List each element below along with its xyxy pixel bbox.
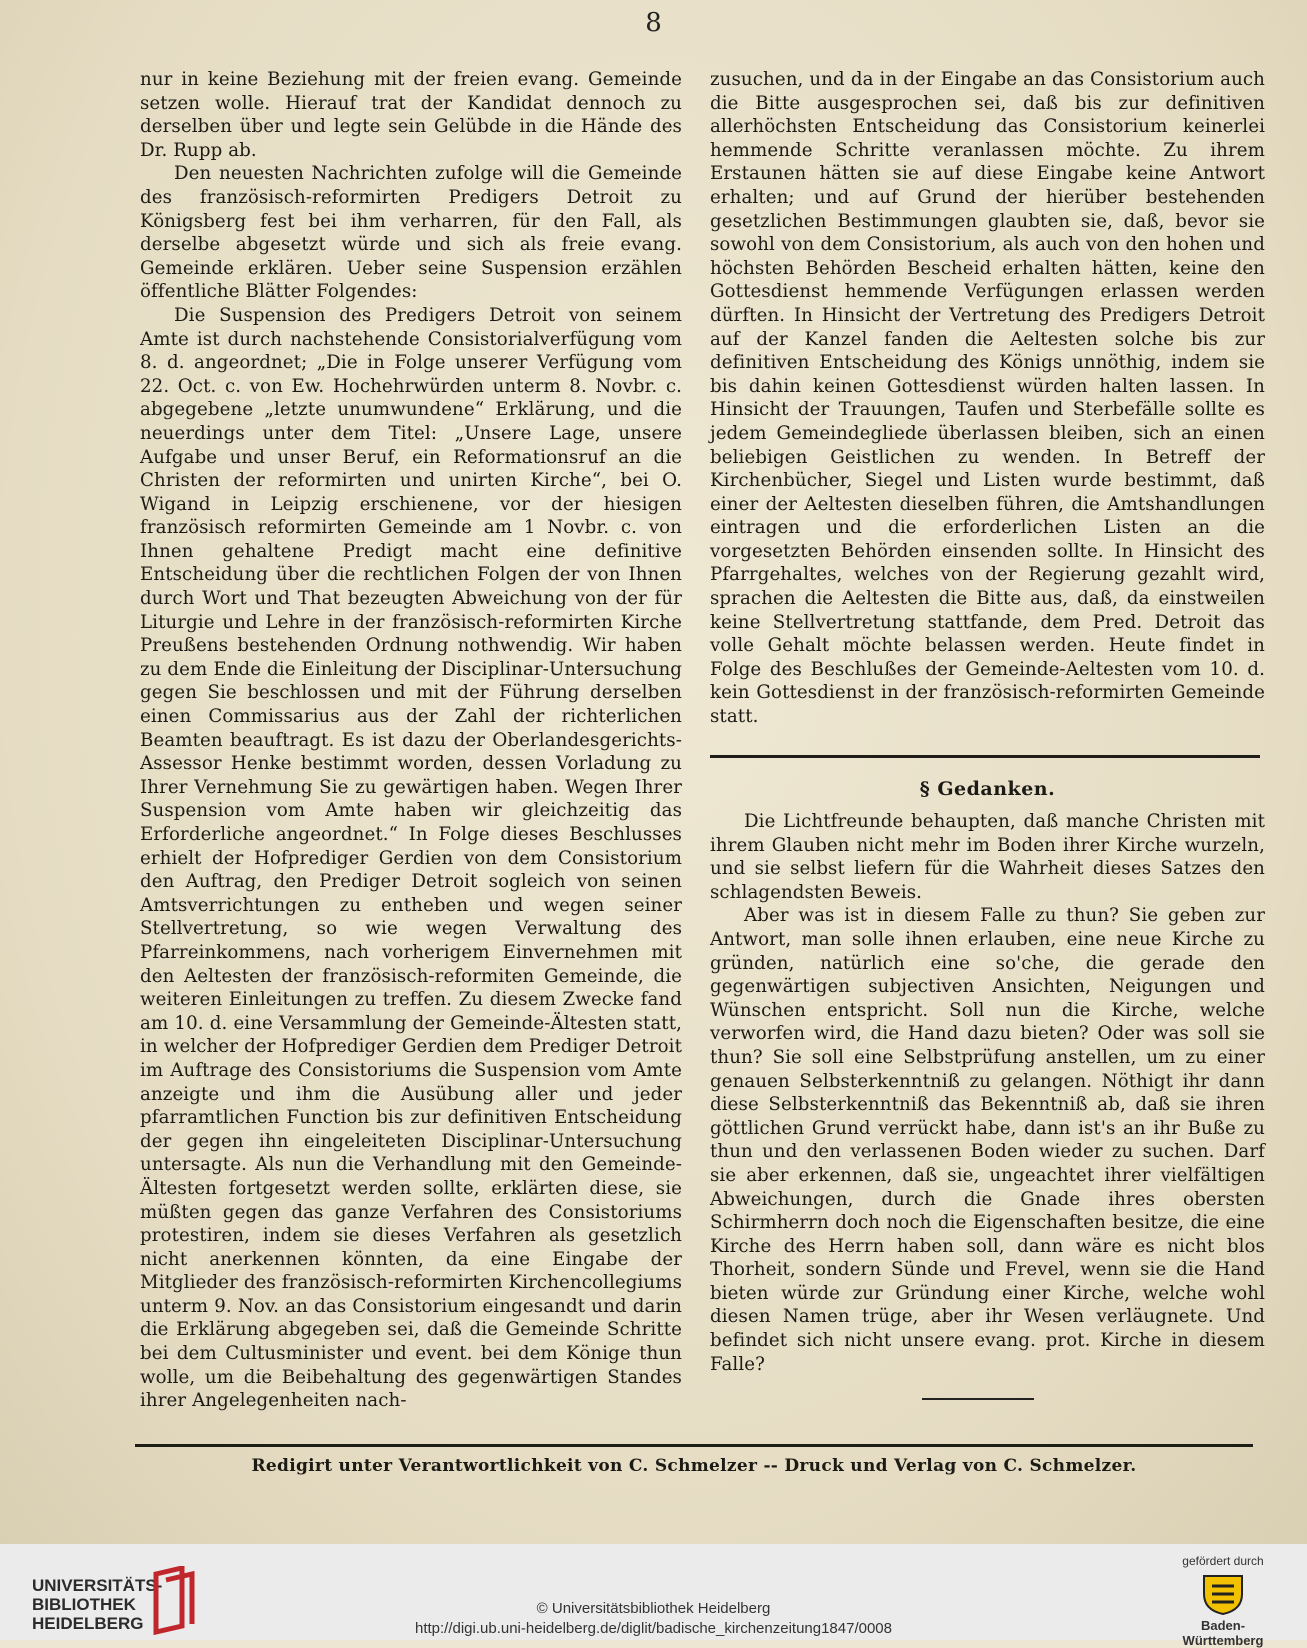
- sponsor-label: gefördert durch: [1182, 1554, 1264, 1568]
- section-paragraph-2: Aber was ist in diesem Falle zu thun? Sie geben zur Antwort, man solle ihnen erlauben, eine neue Kirche zu gründen, natürlich eine so'che, die gerade den gegenwärtigen subjectiven Ansichten, Neigungen und Wünschen entspricht. Soll nun die Kirche, welche verworfen wird, die Hand dazu bieten? Oder was soll sie thun? Sie soll eine Selbstprüfung anstellen, um zu einer genauen Selbsterkenntniß zu gelangen. Nöthigt ihr dann diese Selbsterkenntniß das Bekenntniß ab, daß sie ihren göttlichen Grund verrückt habe, dann ist's an ihr Buße zu thun und den verlassenen Boden wieder zu suchen. Darf sie aber erkennen, daß sie, ungeachtet ihrer vielfältigen Abweichungen, durch die Gnade ihres obersten Schirmherrn doch noch die Eigenschaften besitze, die eine Kirche des Herrn haben soll, dann wäre es nicht blos Thorheit, sondern Sünde und Frevel, wenn sie die Hand bieten würde zur Gründung einer Kirche, welche wohl diesen Namen trüge, aber ihr Wesen verläugnete. Und befindet sich nicht unsere evang. prot. Kirche in diesem Falle?: [710, 905, 1265, 1375]
- state-coat-of-arms-icon: [1198, 1572, 1248, 1616]
- section-heading: § Gedanken.: [919, 778, 1056, 800]
- left-paragraph-3: Die Suspension des Predigers Detroit von seinem Amte ist durch nachstehende Consistorialverfügung vom 8. d. angeordnet; „Die in Folge unserer Verfügung vom 22. Oct. c. von Ew. Hochehrwürden unterm 8. Novbr. c. abgegebene „letzte unumwundene“ Erklärung, und die neuerdings unter dem Titel: „Unsere Lage, unsere Aufgabe und unser Beruf, ein Reformationsruf an die Christen der reformirten und unirten Kirche“, bei O. Wigand in Leipzig erschienene, vor der hiesigen französisch reformirten Gemeinde am 1 Novbr. c. von Ihnen gehaltene Predigt macht eine definitive Entscheidung über die rechtlichen Folgen der von Ihnen durch Wort und That bezeugten Abweichung von der für Liturgie und Lehre in der französisch-reformirten Kirche Preußens bestehenden Ordnung nothwendig. Wir haben zu dem Ende die Einleitung der Disciplinar-Untersuchung gegen Sie beschlossen und mit der Führung derselben einen Commissarius aus der Zahl der richterlichen Beamten beauftragt. Es ist dazu der Oberlandesgerichts-Assessor Henke bestimmt worden, dessen Vorladung zu Ihrer Vernehmung Sie zu gewärtigen haben. Wegen Ihrer Suspension vom Amte haben wir gleichzeitig das Erforderliche angeordnet.“ In Folge dieses Beschlusses erhielt der Hofprediger Gerdien von dem Consistorium den Auftrag, den Prediger Detroit sogleich von seinen Amtsverrichtungen zu entheben und wegen seiner Stellvertretung, so wie wegen Verwaltung des Pfarreinkommens, nach vorherigem Einvernehmen mit den Aeltesten der französisch-reformiten Gemeinde, die weiteren Einleitungen zu treffen. Zu diesem Zwecke fand am 10. d. eine Versammlung der Gemeinde-Ältesten statt, in welcher der Hofprediger Gerdien dem Prediger Detroit im Auftrage des Consistoriums die Suspension vom Amte anzeigte und ihm die Ausübung aller und jeder pfarramtlichen Function bis zur definitiven Entscheidung der gegen ihn eingeleiteten Disciplinar-Untersuchung untersagte. Als nun die Verhandlung mit den Gemeinde-Ältesten fortgesetzt werden sollte, erklärten diese, sie müßten gegen das ganze Verfahren des Consistoriums protestiren, indem sie dieses Verfahren als gesetzlich nicht anerkennen könnten, da eine Eingabe der Mitglieder des französisch-reformirten Kirchencollegiums unterm 9. Nov. an das Consistorium eingesandt und darin die Erklärung abgegeben sei, daß die Gemeinde Schritte bei dem Cultusminister und event. bei dem Könige thun wolle, um die Beibehaltung des gegenwärtigen Standes ihrer Angelegenheiten nach-: [140, 304, 682, 1412]
- section-body: [710, 810, 1265, 1376]
- source-url-link[interactable]: http://digi.ub.uni-heidelberg.de/diglit/badische_kirchenzeitung1847/0008: [414, 1620, 892, 1637]
- bottom-rule: [135, 1444, 1253, 1447]
- imprint-line: Redigirt unter Verantwortlichkeit von C. Schmelzer -- Druck und Verlag von C. Schmelzer.: [251, 1456, 1137, 1476]
- left-column: [140, 68, 682, 1413]
- right-paragraph-1: zusuchen, und da in der Eingabe an das Consistorium auch die Bitte ausgesprochen sei, daß bis zur definitiven allerhöchsten Entscheidung das Consistorium keinerlei hemmende Schritte veranlassen möchte. Zu ihrem Erstaunen hätten sie auf diese Eingabe keine Antwort erhalten; und auf Grund der hierüber bestehenden gesetzlichen Bestimmungen glaubten sie, daß, bevor sie sowohl von dem Consistorium, als auch von den hohen und höchsten Behörden Bescheid erhalten hätten, keine den Gottesdienst hemmende Verfügungen erlassen werden dürften. In Hinsicht der Vertretung des Predigers Detroit auf der Kanzel fanden die Aeltesten solche bis zur definitiven Entscheidung des Königs unnöthig, indem sie bis dahin keinen Gottesdienst würden halten lassen. In Hinsicht der Trauungen, Taufen und Sterbefälle sollte es jedem Gemeindegliede überlassen bleiben, sich an einen beliebigen Geistlichen zu wenden. In Betreff der Kirchenbücher, Siegel und Listen wurde bestimmt, daß einer der Aeltesten dieselben führen, die Amtshandlungen eintragen und die erforderlichen Listen an die vorgesetzten Behörden einsenden sollte. In Hinsicht des Pfarrgehaltes, welches von der Regierung gezahlt wird, sprachen die Aeltesten die Bitte aus, daß, da einstweilen keine Stellvertretung stattfande, dem Pred. Detroit das volle Gehalt möchte belassen werden. Heute findet in Folge des Beschlußes der Gemeinde-Aeltesten vom 10. d. kein Gottesdienst in der französisch-reformirten Gemeinde statt.: [710, 69, 1265, 728]
- left-paragraph-2: Den neuesten Nachrichten zufolge will die Gemeinde des französisch-reformirten Predigers Detroit zu Königsberg fest bei ihm verharren, für den Fall, als derselbe abgesetzt würde und sich als freie evang. Gemeinde erklären. Ueber seine Suspension erzählen öffentliche Blätter Folgendes:: [140, 163, 682, 303]
- section-end-rule: [922, 1398, 1034, 1400]
- viewer-footer: [0, 1544, 1307, 1648]
- library-logo-text: UNIVERSITÄTS- BIBLIOTHEK HEIDELBERG: [32, 1576, 163, 1633]
- sponsor-state: Baden-Württemberg: [1182, 1618, 1264, 1648]
- page-number: 8: [645, 8, 662, 38]
- sponsor-block: [1163, 1554, 1283, 1648]
- section-paragraph-1: Die Lichtfreunde behaupten, daß manche Christen mit ihrem Glauben nicht mehr im Boden ihrer Kirche wurzeln, und sie selbst liefern für die Wahrheit dieses Satzes den schlagendsten Beweis.: [710, 811, 1265, 903]
- section-divider-rule: [710, 755, 1260, 758]
- left-paragraph-1: nur in keine Beziehung mit der freien evang. Gemeinde setzen wolle. Hierauf trat der Kandidat dennoch zu derselben über und legte sein Gelübde in die Hände des Dr. Rupp ab.: [140, 69, 682, 161]
- copyright-text: © Universitätsbibliothek Heidelberg: [536, 1600, 771, 1617]
- right-column: [710, 68, 1265, 729]
